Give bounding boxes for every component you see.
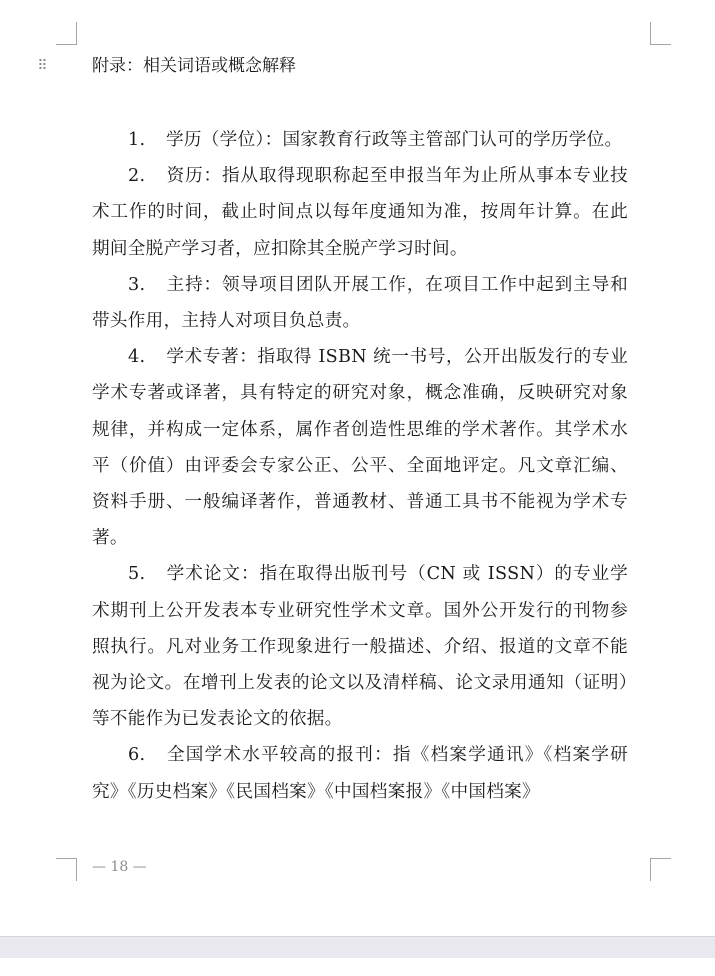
item-number: 5.	[128, 564, 146, 585]
crop-mark-bottom-left	[56, 858, 77, 881]
next-page-top	[0, 958, 715, 976]
item-number: 4.	[128, 347, 146, 368]
appendix-heading: 附录：相关词语或概念解释	[92, 56, 296, 76]
document-body[interactable]	[92, 122, 628, 810]
item-text: 全国学术水平较高的报刊：指《档案学通讯》《档案学研究》《历史档案》《民国档案》《中国档案报》《中国档案》	[92, 745, 628, 802]
item-number: 3.	[128, 274, 146, 295]
item-text: 学术论文：指在取得出版刊号（CN 或 ISSN）的专业学术期刊上公开发表本专业研究性学术文章。国外公开发行的刊物参照执行。凡对业务工作现象进行一般描述、介绍、报道的文章不能视为论文。在增刊上发表的论文以及清样稿、论文录用通知（证明）等不能作为已发表论文的依据。	[92, 564, 628, 730]
item-text: 资历：指从取得现职称起至申报当年为止所从事本专业技术工作的时间，截止时间点以每年度通知为准，按周年计算。在此期间全脱产学习者，应扣除其全脱产学习时间。	[92, 166, 628, 259]
item-text: 学术专著：指取得 ISBN 统一书号，公开出版发行的专业学术专著或译著，具有特定的研究对象，概念准确，反映研究对象规律，并构成一定体系，属作者创造性思维的学术著作。其学术水平（价值）由评委会专家公正、公平、全面地评定。凡文章汇编、资料手册、一般编译著作，普通教材、普通工具书不能视为学术专著。	[92, 347, 628, 549]
list-item	[92, 556, 628, 737]
list-item	[92, 339, 628, 556]
list-item	[92, 737, 628, 809]
page-gap	[0, 937, 715, 958]
crop-mark-bottom-right	[650, 858, 671, 881]
item-text: 主持：领导项目团队开展工作，在项目工作中起到主导和带头作用，主持人对项目负总责。	[92, 274, 628, 332]
crop-mark-top-right	[650, 22, 671, 45]
page-number: — 18 —	[92, 859, 147, 875]
list-item	[92, 122, 628, 158]
item-number: 1.	[128, 130, 146, 150]
item-number: 2.	[128, 166, 146, 187]
list-item	[92, 267, 628, 339]
drag-handle-icon[interactable]: ⠿	[37, 58, 47, 74]
item-text: 学历（学位）：国家教育行政等主管部门认可的学历学位。	[166, 130, 623, 150]
crop-mark-top-left	[56, 22, 77, 45]
list-item	[92, 158, 628, 267]
item-number: 6.	[128, 745, 146, 766]
